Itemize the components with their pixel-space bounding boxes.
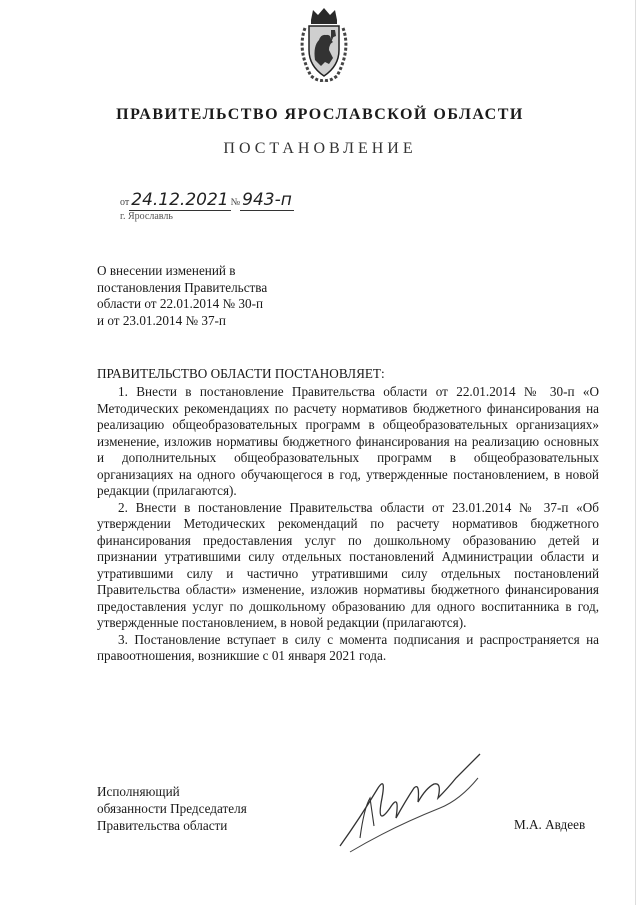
subject-line: и от 23.01.2014 № 37-п <box>97 312 226 328</box>
government-title: ПРАВИТЕЛЬСТВО ЯРОСЛАВСКОЙ ОБЛАСТИ <box>116 106 524 123</box>
position-line: обязанности Председателя <box>97 801 247 816</box>
handwritten-signature <box>330 748 490 858</box>
signatory-position <box>97 783 247 834</box>
subject-block <box>97 263 267 329</box>
paragraph: 1. Внести в постановление Правительства области от 22.01.2014 № 30-п «О Методических рекомендациях по расчету нормативов бюджетного финансирования на реализацию общеобразовательных программ в общеобразовательных организациях» изменение, изложив нормативы бюджетного финансирования на реализацию основных и дополнительных общеобразовательных программ в общеобразовательных организациях на одного обучающегося в год, утвержденные постановлением, в новой редакции (прилагаются). <box>97 384 599 498</box>
decree-title: ПРАВИТЕЛЬСТВО ОБЛАСТИ ПОСТАНОВЛЯЕТ: <box>97 366 385 381</box>
document-number: 943-п <box>242 190 292 210</box>
subject-line: О внесении изменений в <box>97 263 236 278</box>
paragraph: 3. Постановление вступает в силу с момента подписания и распространяется на правоотношения, возникшие с 01 января 2021 года. <box>97 631 599 663</box>
date-number-line <box>120 190 294 210</box>
subject-line: постановления Правительства <box>97 279 268 295</box>
paragraph: 2. Внести в постановление Правительства области от 23.01.2014 № 37-п «Об утверждении Методических рекомендаций по расчету нормативов бюджетного финансирования предоставления услуг по дошкольному образованию детей и признании утратившими силу отдельных постановлений Администрации области и утратившими силу и частично утратившими силу отдельных постановлений Правительства области» изменение, изложив нормативы бюджетного финансирования предоставления услуг по дошкольному образованию для одного воспитанника в год, утвержденные постановлением, в новой редакции (прилагаются). <box>97 499 599 630</box>
document-date: 24.12.2021 <box>131 190 229 210</box>
signatory-name: М.А. Авдеев <box>514 817 586 832</box>
document-type: ПОСТАНОВЛЕНИЕ <box>223 140 417 157</box>
coat-of-arms-icon <box>293 6 355 82</box>
document-body <box>97 384 599 665</box>
subject-line: области от 22.01.2014 № 30-п <box>97 296 264 311</box>
scan-edge <box>635 0 636 905</box>
city: г. Ярославль <box>120 211 173 222</box>
position-line: Исполняющий <box>97 784 180 799</box>
number-prefix: № <box>230 197 241 208</box>
position-line: Правительства области <box>97 818 228 833</box>
date-prefix: от <box>120 197 130 208</box>
